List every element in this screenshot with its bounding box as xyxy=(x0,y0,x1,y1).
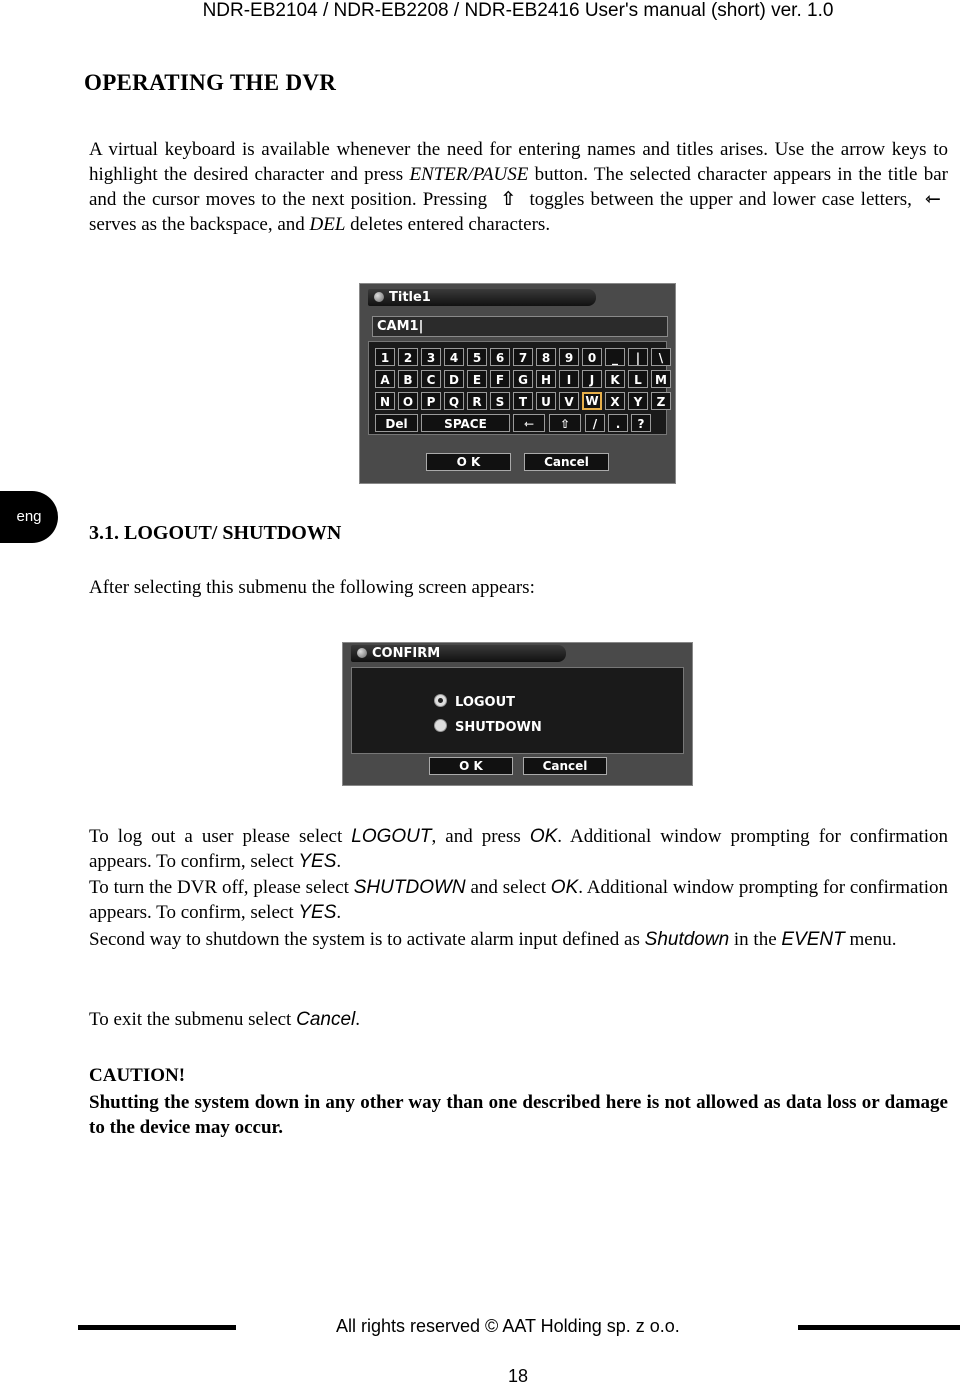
intro-text-5: deletes entered characters. xyxy=(345,214,551,235)
key-3-2[interactable]: O xyxy=(398,392,418,410)
title-bullet-icon xyxy=(357,648,367,658)
shutdown-term: SHUTDOWN xyxy=(353,877,466,898)
submenu-intro-text: After selecting this submenu the following screen appears: xyxy=(89,577,535,598)
yes-term: YES xyxy=(298,902,337,923)
key-2-13[interactable]: M xyxy=(651,370,671,388)
intro-text-2: button. The selected character appears in the title bar and the cursor moves to the next position. Pressing xyxy=(89,164,948,210)
body-text: To turn the DVR off, please select xyxy=(89,877,354,898)
footer-copyright: All rights reserved © AAT Holding sp. z o.o. xyxy=(336,1316,680,1336)
key-3-7[interactable]: T xyxy=(513,392,533,410)
shift-arrow-icon: ⇧ xyxy=(500,188,517,210)
key-2-2[interactable]: B xyxy=(398,370,418,388)
backspace-arrow-icon: ⇽ xyxy=(925,188,941,210)
body-text: in the xyxy=(729,929,782,950)
title-bullet-icon xyxy=(374,292,384,302)
key-1-10[interactable]: 0 xyxy=(582,348,602,366)
caution-text: Shutting the system down in any other way than one described here is not allowed as data loss or damage to the device may occur. xyxy=(89,1092,948,1138)
confirm-title-bar xyxy=(351,645,566,662)
key-1-7[interactable]: 7 xyxy=(513,348,533,366)
body-text: To exit the submenu select xyxy=(89,1009,297,1030)
body-text: To log out a user please select xyxy=(89,826,352,847)
key-1-6[interactable]: 6 xyxy=(490,348,510,366)
page-header: NDR-EB2104 / NDR-EB2208 / NDR-EB2416 User's manual (short) ver. 1.0 xyxy=(202,0,834,21)
body-text: . xyxy=(336,902,342,923)
keyboard-keys-panel xyxy=(368,341,667,435)
key-dot[interactable]: . xyxy=(608,414,628,432)
key-2-12[interactable]: L xyxy=(628,370,648,388)
del-term: DEL xyxy=(309,214,346,235)
radio-selected-icon xyxy=(434,694,447,707)
key-3-4[interactable]: Q xyxy=(444,392,464,410)
key-1-11[interactable]: _ xyxy=(605,348,625,366)
key-3-11[interactable]: X xyxy=(605,392,625,410)
body-text: . Additional window prompting for confirmation appears. To confirm, select xyxy=(89,826,949,872)
shutdown-option-label: SHUTDOWN xyxy=(455,720,542,735)
key-3-9[interactable]: V xyxy=(559,392,579,410)
shutdown-paragraph xyxy=(89,875,948,925)
subsection-title: 3.1. LOGOUT/ SHUTDOWN xyxy=(89,522,342,544)
key-1-3[interactable]: 3 xyxy=(421,348,441,366)
shutdown-option[interactable] xyxy=(434,719,542,736)
key-2-9[interactable]: I xyxy=(559,370,579,388)
key-question[interactable]: ? xyxy=(631,414,651,432)
key-slash[interactable]: / xyxy=(585,414,605,432)
key-1-12[interactable]: | xyxy=(628,348,648,366)
confirm-dialog-screen xyxy=(342,642,693,786)
key-2-11[interactable]: K xyxy=(605,370,625,388)
language-tab: eng xyxy=(0,491,58,543)
confirm-options-panel xyxy=(351,667,684,754)
key-del[interactable]: Del xyxy=(375,414,418,432)
page-number: 18 xyxy=(508,1366,529,1386)
cancel-term: Cancel xyxy=(296,1009,356,1030)
ok-term: OK xyxy=(529,826,558,847)
key-3-1[interactable]: N xyxy=(375,392,395,410)
confirm-cancel-button[interactable]: Cancel xyxy=(523,757,607,775)
key-2-6[interactable]: F xyxy=(490,370,510,388)
title-input-value: CAM1 xyxy=(377,319,419,334)
body-text: and select xyxy=(465,877,551,898)
keyboard-title-bar xyxy=(368,289,596,306)
body-text: . xyxy=(355,1009,360,1030)
key-1-4[interactable]: 4 xyxy=(444,348,464,366)
logout-term: LOGOUT xyxy=(351,826,432,847)
ok-button[interactable]: O K xyxy=(426,453,511,471)
body-text: . Additional window prompting for confirmation appears. To confirm, select xyxy=(89,877,949,923)
key-3-12[interactable]: Y xyxy=(628,392,648,410)
key-space[interactable]: SPACE xyxy=(421,414,510,432)
alarm-paragraph xyxy=(89,927,948,952)
intro-text-4: serves as the backspace, and xyxy=(89,214,310,235)
key-2-1[interactable]: A xyxy=(375,370,395,388)
key-1-13[interactable]: \ xyxy=(651,348,671,366)
logout-paragraph xyxy=(89,824,948,874)
event-term: EVENT xyxy=(781,929,845,950)
shutdown-word-term: Shutdown xyxy=(644,929,730,950)
key-1-1[interactable]: 1 xyxy=(375,348,395,366)
footer-divider-right xyxy=(798,1325,960,1330)
key-3-13[interactable]: Z xyxy=(651,392,671,410)
key-2-5[interactable]: E xyxy=(467,370,487,388)
key-1-5[interactable]: 5 xyxy=(467,348,487,366)
body-text: . xyxy=(336,851,342,872)
confirm-title: CONFIRM xyxy=(372,646,441,661)
ok-term: OK xyxy=(550,877,579,898)
key-1-9[interactable]: 9 xyxy=(559,348,579,366)
key-3-10[interactable]: W xyxy=(582,392,602,410)
key-2-10[interactable]: J xyxy=(582,370,602,388)
yes-term: YES xyxy=(298,851,337,872)
radio-unselected-icon xyxy=(434,719,447,732)
footer-divider-left xyxy=(78,1325,236,1330)
key-3-8[interactable]: U xyxy=(536,392,556,410)
body-text: Second way to shutdown the system is to activate alarm input defined as xyxy=(89,929,645,950)
key-3-3[interactable]: P xyxy=(421,392,441,410)
intro-paragraph xyxy=(89,137,948,237)
enter-pause-term: ENTER/PAUSE xyxy=(409,164,529,185)
logout-option-label: LOGOUT xyxy=(455,695,516,710)
key-3-6[interactable]: S xyxy=(490,392,510,410)
intro-text-1: A virtual keyboard is available whenever the need for entering names and titles arises. Use the arrow keys to highlight the desired character and press xyxy=(89,139,948,185)
key-back[interactable]: ⇽ xyxy=(513,414,545,432)
key-2-7[interactable]: G xyxy=(513,370,533,388)
logout-option[interactable] xyxy=(434,694,515,711)
key-2-4[interactable]: D xyxy=(444,370,464,388)
key-2-8[interactable]: H xyxy=(536,370,556,388)
title-input-field[interactable]: CAM1| xyxy=(372,316,668,337)
cancel-button[interactable]: Cancel xyxy=(524,453,609,471)
key-1-8[interactable]: 8 xyxy=(536,348,556,366)
body-text: , and press xyxy=(431,826,530,847)
key-shift[interactable]: ⇧ xyxy=(549,414,581,432)
key-2-3[interactable]: C xyxy=(421,370,441,388)
body-text: menu. xyxy=(844,929,897,950)
key-1-2[interactable]: 2 xyxy=(398,348,418,366)
confirm-ok-button[interactable]: O K xyxy=(429,757,513,775)
intro-text-3: toggles between the upper and lower case letters, xyxy=(523,189,918,210)
caution-title: CAUTION! xyxy=(89,1065,186,1086)
section-title: OPERATING THE DVR xyxy=(84,70,337,95)
exit-paragraph xyxy=(89,1007,948,1032)
keyboard-title: Title1 xyxy=(389,290,431,305)
key-3-5[interactable]: R xyxy=(467,392,487,410)
virtual-keyboard-screen xyxy=(359,283,676,484)
